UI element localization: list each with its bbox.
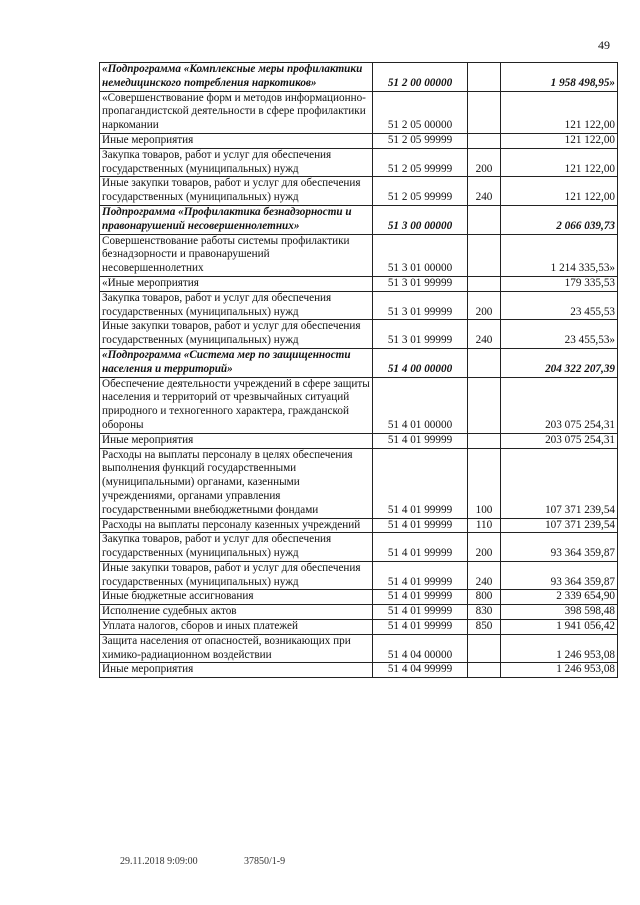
- row-type: [468, 63, 501, 92]
- row-sum: 121 122,00: [501, 148, 618, 177]
- row-name: «Подпрограмма «Система мер по защищенности населения и территорий»: [100, 348, 373, 377]
- row-code: 51 4 01 99999: [373, 448, 468, 518]
- row-name: Закупка товаров, работ и услуг для обеспечения государственных (муниципальных) нужд: [100, 291, 373, 320]
- table-row: [100, 276, 618, 291]
- footer-doc-id: 37850/1-9: [244, 856, 286, 867]
- table-row: [100, 177, 618, 206]
- row-type: 830: [468, 605, 501, 620]
- row-type: [468, 205, 501, 234]
- table-row: [100, 663, 618, 678]
- row-sum: 203 075 254,31: [501, 377, 618, 433]
- row-sum: 1 941 056,42: [501, 620, 618, 635]
- row-name: Расходы на выплаты персоналу казенных учреждений: [100, 518, 373, 533]
- row-type: 240: [468, 177, 501, 206]
- table-row: [100, 377, 618, 433]
- row-name: Иные закупки товаров, работ и услуг для обеспечения государственных (муниципальных) нужд: [100, 320, 373, 349]
- row-name: Иные мероприятия: [100, 433, 373, 448]
- page-number: 49: [598, 38, 610, 52]
- row-type: 800: [468, 590, 501, 605]
- table-row: [100, 561, 618, 590]
- row-sum: 204 322 207,39: [501, 348, 618, 377]
- row-name: Расходы на выплаты персоналу в целях обеспечения выполнения функций государственными (муниципальными) органами, казенными учреждениями, органами управления государственными внебюджетными фондами: [100, 448, 373, 518]
- row-type: 850: [468, 620, 501, 635]
- row-code: 51 3 00 00000: [373, 205, 468, 234]
- row-type: 240: [468, 561, 501, 590]
- row-code: 51 4 01 99999: [373, 561, 468, 590]
- row-code: 51 4 01 99999: [373, 605, 468, 620]
- table-row: [100, 291, 618, 320]
- budget-table: [99, 62, 618, 678]
- row-name: Подпрограмма «Профилактика безнадзорности и правонарушений несовершеннолетних»: [100, 205, 373, 234]
- row-code: 51 4 01 99999: [373, 590, 468, 605]
- row-name: «Совершенствование форм и методов информационно-пропагандистской деятельности в сфере профилактики наркомании: [100, 91, 373, 133]
- row-type: [468, 91, 501, 133]
- row-sum: 1 214 335,53»: [501, 234, 618, 276]
- row-name: Иные закупки товаров, работ и услуг для обеспечения государственных (муниципальных) нужд: [100, 561, 373, 590]
- row-name: «Подпрограмма «Комплексные меры профилактики немедицинского потребления наркотиков»: [100, 63, 373, 92]
- table-row: [100, 605, 618, 620]
- row-type: 110: [468, 518, 501, 533]
- row-name: Иные мероприятия: [100, 133, 373, 148]
- row-code: 51 2 05 99999: [373, 148, 468, 177]
- row-code: 51 3 01 99999: [373, 276, 468, 291]
- row-sum: 121 122,00: [501, 91, 618, 133]
- table-row: [100, 620, 618, 635]
- row-sum: 23 455,53: [501, 291, 618, 320]
- table-row: [100, 133, 618, 148]
- footer-date: 29.11.2018 9:09:00: [120, 856, 198, 867]
- row-sum: 121 122,00: [501, 177, 618, 206]
- row-type: [468, 377, 501, 433]
- row-sum: 107 371 239,54: [501, 518, 618, 533]
- table-row: [100, 348, 618, 377]
- table-row: [100, 320, 618, 349]
- row-code: 51 4 01 00000: [373, 377, 468, 433]
- row-sum: 107 371 239,54: [501, 448, 618, 518]
- row-sum: 93 364 359,87: [501, 533, 618, 562]
- row-name: Иные закупки товаров, работ и услуг для обеспечения государственных (муниципальных) нужд: [100, 177, 373, 206]
- table-row: [100, 234, 618, 276]
- row-code: 51 2 00 00000: [373, 63, 468, 92]
- row-type: [468, 348, 501, 377]
- row-sum: 398 598,48: [501, 605, 618, 620]
- table-row: [100, 91, 618, 133]
- row-sum: 1 246 953,08: [501, 634, 618, 663]
- row-name: Обеспечение деятельности учреждений в сфере защиты населения и территорий от чрезвычайных ситуаций природного и техногенного характера, гражданской обороны: [100, 377, 373, 433]
- row-type: 200: [468, 291, 501, 320]
- row-code: 51 4 00 00000: [373, 348, 468, 377]
- row-code: 51 3 01 99999: [373, 291, 468, 320]
- row-type: 240: [468, 320, 501, 349]
- row-type: [468, 433, 501, 448]
- row-code: 51 2 05 99999: [373, 133, 468, 148]
- table-row: [100, 518, 618, 533]
- row-sum: 203 075 254,31: [501, 433, 618, 448]
- row-code: 51 3 01 00000: [373, 234, 468, 276]
- row-code: 51 4 04 99999: [373, 663, 468, 678]
- row-type: 100: [468, 448, 501, 518]
- row-code: 51 4 01 99999: [373, 620, 468, 635]
- row-name: Закупка товаров, работ и услуг для обеспечения государственных (муниципальных) нужд: [100, 148, 373, 177]
- row-code: 51 4 01 99999: [373, 533, 468, 562]
- row-code: 51 4 01 99999: [373, 518, 468, 533]
- row-name: Иные мероприятия: [100, 663, 373, 678]
- row-sum: 23 455,53»: [501, 320, 618, 349]
- table-row: [100, 63, 618, 92]
- row-name: Закупка товаров, работ и услуг для обеспечения государственных (муниципальных) нужд: [100, 533, 373, 562]
- row-name: Уплата налогов, сборов и иных платежей: [100, 620, 373, 635]
- row-name: Исполнение судебных актов: [100, 605, 373, 620]
- row-type: 200: [468, 148, 501, 177]
- row-sum: 179 335,53: [501, 276, 618, 291]
- row-type: [468, 234, 501, 276]
- row-name: Защита населения от опасностей, возникающих при химико-радиационном воздействии: [100, 634, 373, 663]
- row-type: [468, 133, 501, 148]
- table-row: [100, 148, 618, 177]
- row-name: Совершенствование работы системы профилактики безнадзорности и правонарушений несовершеннолетних: [100, 234, 373, 276]
- row-type: [468, 276, 501, 291]
- row-code: 51 4 04 00000: [373, 634, 468, 663]
- row-code: 51 2 05 99999: [373, 177, 468, 206]
- row-type: 200: [468, 533, 501, 562]
- row-sum: 1 246 953,08: [501, 663, 618, 678]
- row-code: 51 2 05 00000: [373, 91, 468, 133]
- table-row: [100, 448, 618, 518]
- table-row: [100, 590, 618, 605]
- table-row: [100, 433, 618, 448]
- row-name: «Иные мероприятия: [100, 276, 373, 291]
- table-row: [100, 634, 618, 663]
- row-name: Иные бюджетные ассигнования: [100, 590, 373, 605]
- row-type: [468, 634, 501, 663]
- row-sum: 93 364 359,87: [501, 561, 618, 590]
- row-sum: 2 339 654,90: [501, 590, 618, 605]
- row-sum: 121 122,00: [501, 133, 618, 148]
- table-row: [100, 205, 618, 234]
- table-row: [100, 533, 618, 562]
- row-sum: 1 958 498,95»: [501, 63, 618, 92]
- row-sum: 2 066 039,73: [501, 205, 618, 234]
- row-type: [468, 663, 501, 678]
- row-code: 51 4 01 99999: [373, 433, 468, 448]
- row-code: 51 3 01 99999: [373, 320, 468, 349]
